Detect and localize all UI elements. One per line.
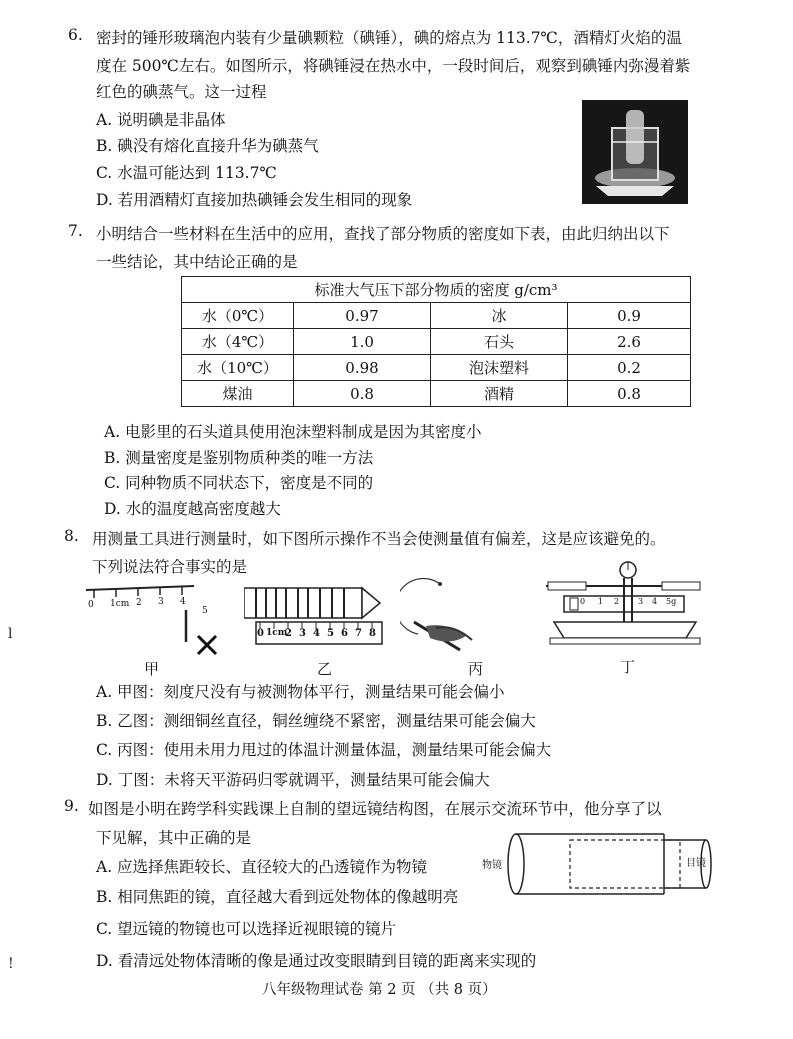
figure-ding-balance [540, 560, 710, 654]
table-cell: 0.97 [294, 303, 431, 329]
table-cell: 0.2 [568, 355, 691, 381]
table-cell: 冰 [431, 303, 568, 329]
table-cell: 煤油 [182, 381, 294, 407]
q7-option-a: A. 电影里的石头道具使用泡沫塑料制成是因为其密度小 [104, 423, 482, 441]
q6-option-a: A. 说明碘是非晶体 [96, 111, 226, 129]
q7-stem-line2: 一些结论，其中结论正确的是 [96, 253, 298, 271]
q8-option-a: A. 甲图：刻度尺没有与被测物体平行，测量结果可能会偏小 [96, 683, 505, 701]
q7-option-d: D. 水的温度越高密度越大 [104, 500, 281, 518]
ruler-tick-label: 3 [158, 597, 164, 607]
q6-stem-line3: 红色的碘蒸气。这一过程 [96, 83, 267, 101]
figure-yi-wire-coil [244, 582, 384, 656]
ruler-tick-label: 2 [285, 628, 292, 639]
q8-number: 8. [64, 527, 79, 545]
density-table [181, 276, 691, 407]
q9-option-c: C. 望远镜的物镜也可以选择近视眼镜的镜片 [96, 920, 397, 938]
ruler-tick-label: 5 [202, 606, 208, 616]
table-cell: 0.8 [568, 381, 691, 407]
table-row [182, 303, 691, 329]
table-cell: 水（0℃） [182, 303, 294, 329]
figure-label-bing: 丙 [468, 660, 484, 678]
ruler-tick-label: 6 [341, 628, 348, 639]
table-cell: 2.6 [568, 329, 691, 355]
q8-stem-line1: 用测量工具进行测量时，如下图所示操作不当会使测量值有偏差，这是应该避免的。 [92, 530, 666, 548]
table-cell: 水（10℃） [182, 355, 294, 381]
q8-option-c: C. 丙图：使用未用力甩过的体温计测量体温，测量结果可能会偏大 [96, 741, 552, 759]
eyepiece-label: 目镜 [686, 858, 706, 869]
q6-option-c: C. 水温可能达到 113.7℃ [96, 164, 277, 182]
ruler-tick-label: 3 [299, 628, 306, 639]
balance-tick-label: 0 [580, 597, 586, 606]
q6-stem-line2: 度在 500℃左右。如图所示，将碘锤浸在热水中，一段时间后，观察到碘锤内弥漫着紫 [96, 57, 691, 75]
q8-option-d: D. 丁图：未将天平游码归零就调平，测量结果可能会偏大 [96, 771, 490, 789]
margin-mark: ! [8, 956, 14, 972]
ruler-tick-label: 0 [88, 600, 94, 610]
table-cell: 1.0 [294, 329, 431, 355]
ruler-tick-label: 5 [327, 628, 334, 639]
q9-number: 9. [64, 797, 79, 815]
q7-stem-line1: 小明结合一些材料在生活中的应用，查找了部分物质的密度如下表，由此归纳出以下 [96, 225, 670, 243]
figure-bing-thermometer [400, 578, 500, 662]
balance-tick-label: 1 [598, 597, 604, 606]
q6-number: 6. [68, 26, 83, 44]
page-footer: 八年级物理试卷 第 2 页 （共 8 页） [262, 982, 497, 998]
ruler-tick-label: 1cm [110, 599, 130, 609]
table-cell: 酒精 [431, 381, 568, 407]
q9-stem-line1: 如图是小明在跨学科实践课上自制的望远镜结构图，在展示交流环节中，他分享了以 [88, 800, 662, 818]
q8-option-b: B. 乙图：测细铜丝直径，铜丝缠绕不紧密，测量结果可能会偏大 [96, 712, 536, 730]
q7-option-c: C. 同种物质不同状态下，密度是不同的 [104, 474, 374, 492]
table-cell: 泡沫塑料 [431, 355, 568, 381]
q9-option-a: A. 应选择焦距较长、直径较大的凸透镜作为物镜 [96, 858, 428, 876]
figure-label-ding: 丁 [620, 658, 636, 676]
figure-label-yi: 乙 [317, 660, 333, 678]
table-cell: 水（4℃） [182, 329, 294, 355]
balance-tick-label: 4 [652, 597, 658, 606]
margin-mark: l [8, 626, 13, 642]
ruler-tick-label: 1cm [266, 628, 288, 638]
telescope-diagram [480, 826, 720, 906]
q8-stem-line2: 下列说法符合事实的是 [92, 558, 248, 576]
density-table-caption: 标准大气压下部分物质的密度 g/cm³ [182, 277, 691, 303]
q6-option-d: D. 若用酒精灯直接加热碘锤会发生相同的现象 [96, 191, 413, 209]
ruler-tick-label: 7 [355, 628, 362, 639]
iodine-hammer-photo [582, 100, 688, 204]
ruler-tick-label: 8 [369, 628, 376, 639]
table-row [182, 355, 691, 381]
table-cell: 0.98 [294, 355, 431, 381]
q7-option-b: B. 测量密度是鉴别物质种类的唯一方法 [104, 449, 374, 467]
figure-jia-ruler [84, 580, 234, 664]
q7-number: 7. [68, 222, 83, 240]
balance-tick-label: 2 [614, 597, 620, 606]
ruler-tick-label: 4 [180, 597, 186, 607]
q9-option-d: D. 看清远处物体清晰的像是通过改变眼睛到目镜的距离来实现的 [96, 952, 537, 970]
figure-label-jia: 甲 [144, 660, 160, 678]
q9-stem-line2: 下见解，其中正确的是 [96, 829, 252, 847]
table-row [182, 329, 691, 355]
ruler-tick-label: 2 [136, 598, 142, 608]
balance-tick-label: 3 [638, 597, 644, 606]
ruler-tick-label: 4 [313, 628, 320, 639]
q6-option-b: B. 碘没有熔化直接升华为碘蒸气 [96, 137, 319, 155]
objective-lens-label: 物镜 [482, 860, 502, 871]
table-row [182, 381, 691, 407]
q9-option-b: B. 相同焦距的镜，直径越大看到远处物体的像越明亮 [96, 888, 459, 906]
q6-stem-line1: 密封的锤形玻璃泡内装有少量碘颗粒（碘锤），碘的熔点为 113.7℃，酒精灯火焰的温 [96, 29, 682, 47]
table-cell: 0.9 [568, 303, 691, 329]
balance-tick-label: 5g [666, 597, 677, 606]
table-cell: 0.8 [294, 381, 431, 407]
ruler-tick-label: 0 [257, 628, 264, 639]
table-cell: 石头 [431, 329, 568, 355]
